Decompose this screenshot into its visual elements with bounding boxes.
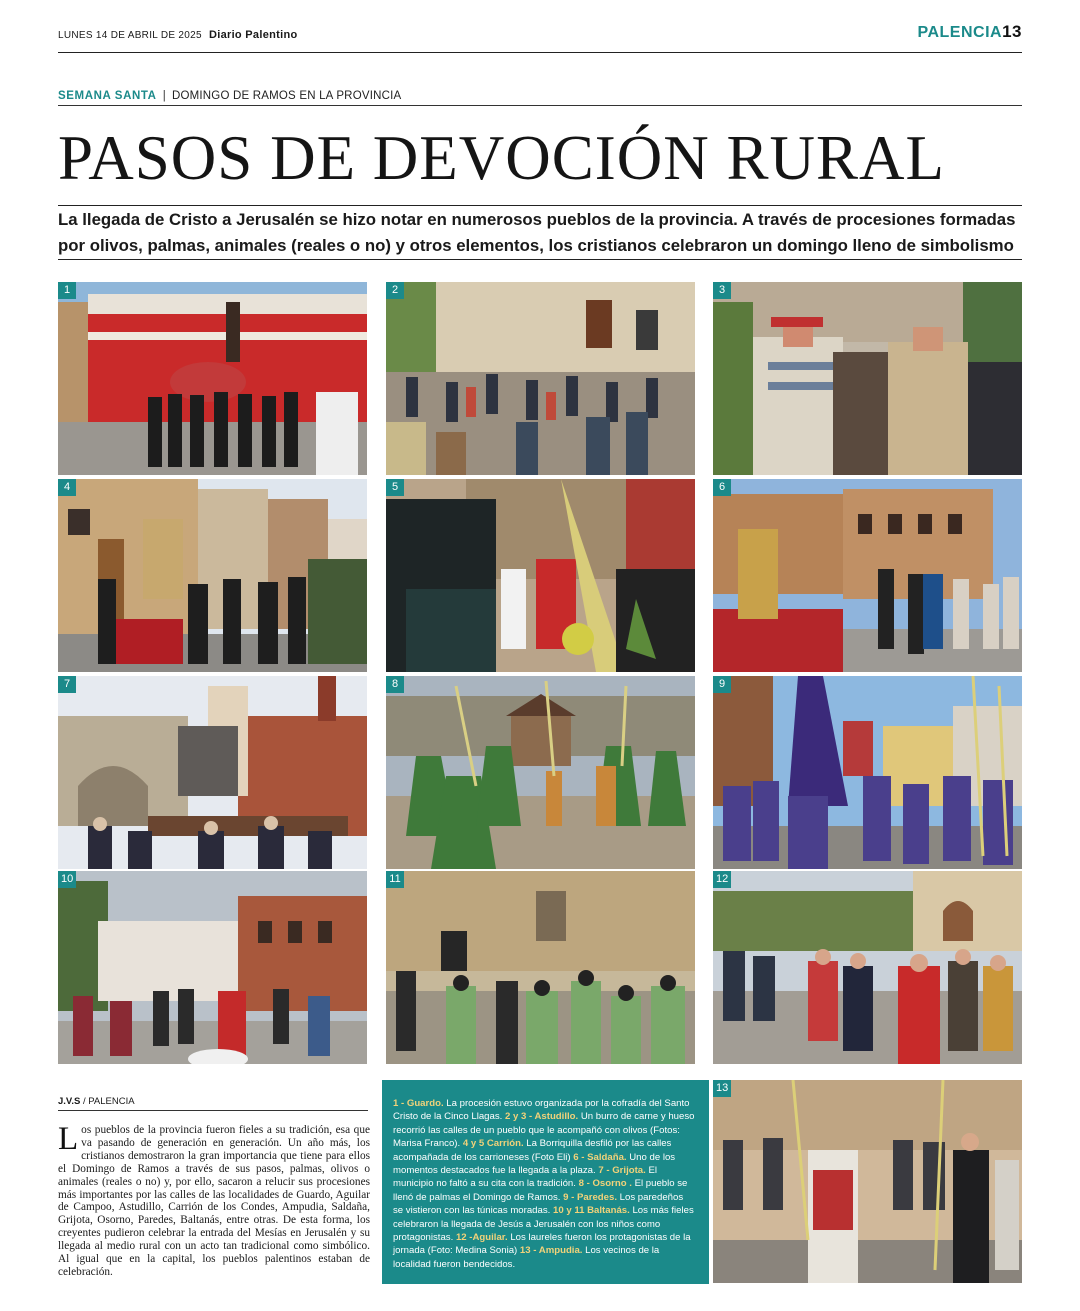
date-text: LUNES 14 DE ABRIL DE 2025 [58, 30, 202, 41]
kicker-tag: SEMANA SANTA [58, 90, 157, 102]
caption-ref: 12 -Aguilar. [455, 1232, 508, 1244]
photo-carrion-palms [386, 479, 695, 672]
byline-separator: / [83, 1096, 86, 1107]
photo-image [713, 1080, 1022, 1283]
photo-number: 12 [713, 871, 731, 888]
photo-image [58, 676, 367, 869]
masthead-date [58, 29, 298, 41]
photo-grijota-paso [58, 676, 367, 869]
photo-ampudia-blessing [713, 1080, 1022, 1283]
photo-guardo-procession [58, 282, 367, 475]
drop-cap: L [58, 1121, 79, 1157]
kicker-subtitle: DOMINGO DE RAMOS EN LA PROVINCIA [171, 90, 402, 102]
photo-number: 9 [713, 676, 731, 693]
photo-captions [382, 1080, 709, 1284]
photo-number: 4 [58, 479, 76, 496]
photo-number: 11 [386, 871, 404, 888]
kicker [58, 90, 1022, 106]
byline-author: J.V.S [58, 1096, 81, 1107]
caption-ref: 1 - Guardo. [393, 1098, 444, 1109]
photo-image [386, 282, 695, 475]
photo-number: 8 [386, 676, 404, 693]
photo-number: 2 [386, 282, 404, 299]
masthead [58, 22, 1022, 53]
caption-text: La Borriquilla desfiló por las calles acompañada de los carrioneses (Foto Eli) [393, 1138, 672, 1163]
caption-ref: 8 - Osorno . [578, 1178, 632, 1190]
caption-text: Uno de los momentos destacados fue la llegada a la plaza. [393, 1151, 676, 1177]
photo-number: 1 [58, 282, 76, 299]
caption-ref: 4 y 5 Carrión. [462, 1138, 524, 1150]
photo-osorno-palms [386, 676, 695, 869]
newspaper-name: Diario Palentino [208, 29, 298, 41]
photo-image [58, 479, 367, 672]
photo-number: 13 [713, 1080, 731, 1097]
photo-number: 7 [58, 676, 76, 693]
photo-carrion-borriquilla [58, 479, 367, 672]
photo-image [58, 871, 367, 1064]
caption-ref: 6 - Saldaña. [573, 1151, 627, 1163]
photo-number: 3 [713, 282, 731, 299]
caption-text: Los laureles fueron los protagonistas de la jornada (Foto: Medina Sonia) [393, 1232, 691, 1257]
photo-image [713, 282, 1022, 475]
section-name: PALENCIA [917, 24, 1003, 41]
page-number: 13 [1002, 22, 1022, 41]
caption-ref: 2 y 3 - Astudillo. [504, 1111, 579, 1123]
photo-number: 5 [386, 479, 404, 496]
standfirst-line-2: por olivos, palmas, animales (reales o no) y otros elementos, los cristianos celebraron un domingo lleno de simbolismo [58, 236, 1014, 255]
caption-text: Los vecinos de la localidad fueron bendecidos. [393, 1245, 660, 1270]
article-text: os pueblos de la provincia fueron fieles a su tradición, esa que va pasando de generación en generación. Un año más, los cristianos demostraron la gran importancia que tiene para ellos el Domingo de Ramos a través de sus pasos, palmas, olivos o animales (reales o no) y, por ello, sacaron a relucir sus procesiones más importantes por las calles de las localidades de Guardo, Aguilar de Campoo, Astudillo, Carrión de los Condes, Ampudia, Saldaña, Grijota, Osorno, Paredes, Baltanás, entre otras. De esta forma, los creyentes pudieron celebrar la entrada del Mesías en Jerusalén y su llegada al medio rural con un acto tan tradicional como simbólico. Al igual que en la capital, los pueblos palentinos estaban de celebración. [58, 1124, 370, 1278]
caption-text: El municipio no faltó a su cita con la tradición. [393, 1165, 657, 1190]
kicker-separator: | [162, 90, 166, 102]
photo-baltanas-children [386, 871, 695, 1064]
photo-aguilar-laurels [713, 871, 1022, 1064]
photo-image [58, 282, 367, 475]
photo-astudillo-donkey [713, 282, 1022, 475]
article-body [58, 1121, 370, 1279]
caption-ref: 7 - Grijota. [598, 1165, 646, 1177]
standfirst-line-1: La llegada de Cristo a Jerusalén se hizo notar en numerosos pueblos de la provincia. A través de procesiones formadas [58, 210, 1016, 229]
photo-image [386, 676, 695, 869]
photo-paredes-tunics [713, 676, 1022, 869]
caption-text: El pueblo se llenó de palmas el Domingo de Ramos. [393, 1178, 688, 1203]
caption-text: Un burro de carne y hueso recorrió las calles de un pueblo que le acompañó con olivos (Fotos: Marisa Franco). [393, 1111, 695, 1150]
photo-image [386, 871, 695, 1064]
photo-image [386, 479, 695, 672]
photo-number: 6 [713, 479, 731, 496]
caption-ref: 9 - Paredes. [563, 1191, 617, 1203]
caption-ref: 13 - Ampudia. [519, 1245, 583, 1257]
photo-image [713, 479, 1022, 672]
caption-text: Los más fieles celebraron la llegada de Jesús a Jerusalén con los niños como protagonistas. [393, 1205, 694, 1244]
caption-text: La procesión estuvo organizada por la cofradía del Santo Cristo de la Cinco Llagas. [393, 1098, 690, 1123]
standfirst [58, 205, 1022, 260]
photo-image [713, 871, 1022, 1064]
photo-astudillo-crowd [386, 282, 695, 475]
page-headline: PASOS DE DEVOCIÓN RURAL [58, 123, 946, 193]
photo-saldana-plaza [713, 479, 1022, 672]
caption-text: Los paredeños se vistieron con las túnicas moradas. [393, 1191, 684, 1217]
photo-image [713, 676, 1022, 869]
byline [58, 1096, 368, 1111]
byline-place: PALENCIA [88, 1096, 135, 1107]
photo-baltanas-street [58, 871, 367, 1064]
photo-number: 10 [58, 871, 76, 888]
caption-ref: 10 y 11 Baltanás. [552, 1205, 630, 1217]
section-label [917, 22, 1022, 42]
